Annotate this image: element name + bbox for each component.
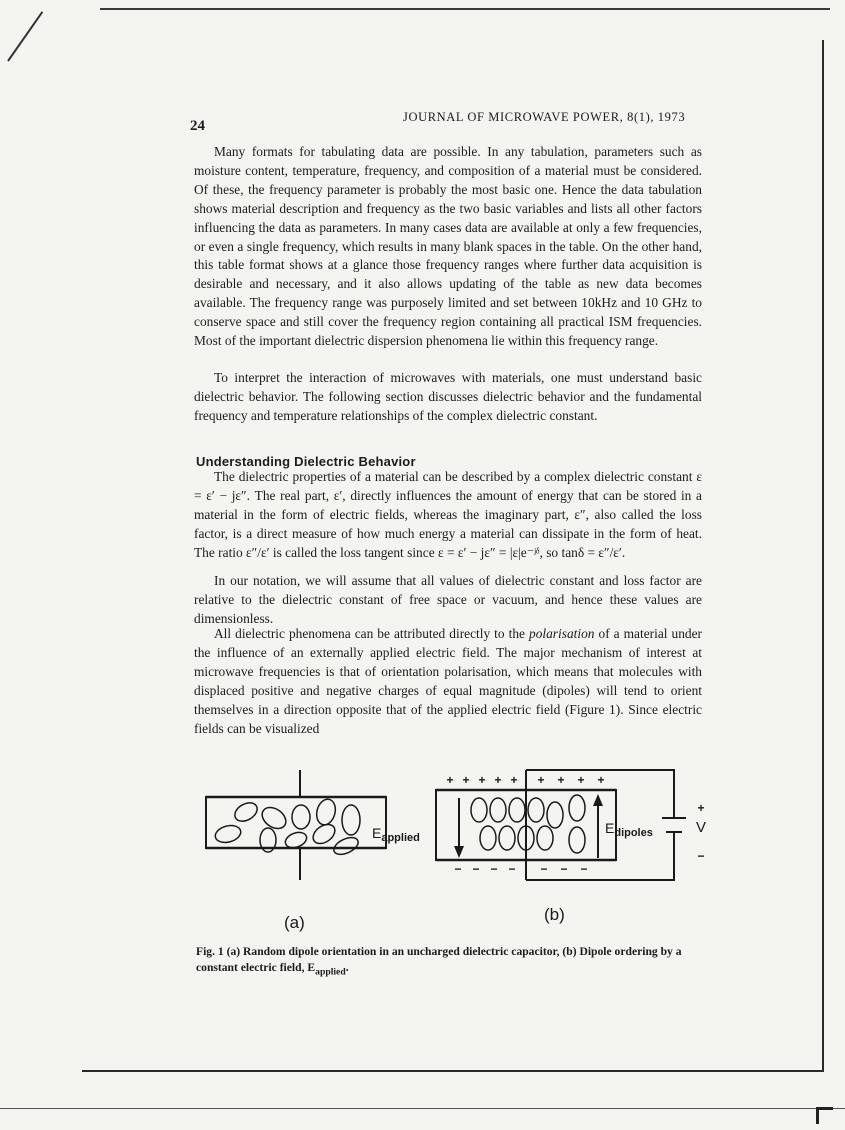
- dipole-b-10: [537, 826, 553, 850]
- paragraph-3: [194, 468, 702, 563]
- dipole-a-5: [342, 805, 360, 835]
- caption-subscript: applied: [315, 966, 346, 978]
- scan-corner-mark: [816, 1107, 833, 1124]
- charge-minus: −: [472, 862, 480, 876]
- section-heading: Understanding Dielectric Behavior: [196, 454, 416, 469]
- dipole-b-1: [471, 798, 487, 822]
- battery-minus: −: [697, 849, 705, 863]
- charge-minus: −: [508, 862, 516, 876]
- paragraph-4-text: In our notation, we will assume that all values of dielectric constant and loss factor are relative to the dielectric constant of free space or vacuum, and hence these values are dimensionless.: [194, 573, 702, 626]
- paragraph-5-part-2: of a material under the influence of an externally applied electric field. The major mechanism of interest at microwave frequencies is that of orientation polarisation, which means that molecules with displaced positive and negative charges of equal magnitude (dipoles) will tend to orient themselves in a direction opposite that of the applied electric field (Figure 1). Since electric fields can be visualized: [194, 626, 703, 736]
- paragraph-2-text: To interpret the interaction of microwaves with materials, one must understand basic dielectric behavior. The following section discusses dielectric behavior and the fundamental frequency and temperature relationships of the complex dielectric constant.: [194, 370, 702, 423]
- e-dipoles-arrowhead: [593, 794, 603, 806]
- e-applied-label: $E_{applied}$: [372, 825, 420, 844]
- figure-label-a: (a): [284, 913, 305, 932]
- paragraph-1-text: Many formats for tabulating data are possible. In any tabulation, parameters such as moisture content, temperature, frequency, and composition of a material must be considered. Of these, the frequency parameter is probably the most basic one. Hence the data tabulation shows material description and frequency as the two basic variables and lists all other factors influencing the data as parameters. In many cases data are available at only a few frequencies, or even a single frequency, which results in many blank spaces in the table. On the other hand, this table format shows at a glance those frequency ranges where further data acquisition is desirable and necessary, and it also allows updating of the table as new data becomes available. The frequency range was purposely limited and set between 10kHz and 10 GHz to conserve space and still cover the frequency region containing all practical ISM frequencies. Most of the important dielectric dispersion phenomena lie within this frequency range.: [194, 144, 702, 349]
- charge-plus: +: [597, 773, 605, 787]
- charge-minus: −: [580, 862, 588, 876]
- dipole-a-1: [232, 799, 261, 825]
- e-dipoles-label: $E_{dipoles}$: [605, 820, 653, 839]
- figure-label-b: (b): [544, 905, 565, 924]
- charge-plus: +: [510, 773, 518, 787]
- dipole-b-6: [569, 795, 585, 821]
- scan-edge-mark: [7, 11, 43, 61]
- caption-text: (a) Random dipole orientation in an uncharged dielectric capacitor, (b) Dipole ordering by a constant electric field, E: [196, 945, 682, 974]
- scan-bottom-edge: [0, 1108, 845, 1109]
- scan-top-edge: [100, 8, 830, 10]
- running-head: JOURNAL OF MICROWAVE POWER, 8(1), 1973: [403, 110, 686, 124]
- dipole-b-2: [490, 798, 506, 822]
- charge-plus: +: [446, 773, 454, 787]
- paragraph-5-emphasis: polarisation: [529, 626, 595, 641]
- dipole-b-8: [499, 826, 515, 850]
- charge-plus: +: [577, 773, 585, 787]
- charge-plus: +: [478, 773, 486, 787]
- paragraph-5-text: [194, 625, 702, 738]
- charge-plus: +: [494, 773, 502, 787]
- figure-1: [196, 760, 716, 940]
- paragraph-1: [194, 143, 702, 351]
- dipole-a-2: [258, 803, 290, 833]
- dipole-b-5: [547, 802, 563, 828]
- dipole-b-4: [528, 798, 544, 822]
- caption-end: .: [345, 961, 349, 974]
- dipole-b-7: [480, 826, 496, 850]
- paragraph-5: [194, 625, 702, 738]
- battery-plus: +: [697, 801, 705, 815]
- figure-caption: [196, 944, 708, 980]
- charge-minus: −: [540, 862, 548, 876]
- charge-plus: +: [462, 773, 470, 787]
- charge-minus: −: [454, 862, 462, 876]
- charge-minus: −: [560, 862, 568, 876]
- charge-plus: +: [537, 773, 545, 787]
- dipole-a-4: [314, 797, 338, 827]
- dipole-b-3: [509, 798, 525, 822]
- figure-1-drawing: [196, 760, 716, 940]
- paragraph-4: [194, 572, 702, 629]
- dipole-a-6: [213, 823, 242, 845]
- dipole-a-9: [310, 821, 339, 848]
- dipole-a-3: [292, 805, 310, 829]
- paragraph-3-text: The dielectric properties of a material can be described by a complex dielectric constant ε = ε′ − jε″. The real part, ε′, directly influences the amount of energy that can be stored in a material in the form of electric fields, whereas the imaginary part, ε″, also called the loss factor, is a direct measure of how much energy a material can dissipate in the form of heat. The ratio ε″/ε′ is called the loss tangent since ε = ε′ − jε″ = |ε|e⁻ʲᵟ, so tanδ = ε″/ε′.: [194, 469, 702, 560]
- paragraph-2: [194, 369, 702, 426]
- paragraph-5-part-1: All dielectric phenomena can be attributed directly to the: [214, 626, 529, 641]
- dipole-a-10: [331, 834, 360, 858]
- circuit-wire-bottom: [526, 832, 674, 880]
- charge-minus: −: [490, 862, 498, 876]
- caption-figure-number: Fig. 1: [196, 945, 224, 958]
- page-number: 24: [190, 118, 205, 134]
- e-applied-arrowhead: [454, 846, 464, 858]
- voltage-label: V: [696, 819, 707, 836]
- charge-plus: +: [557, 773, 565, 787]
- dipole-b-11: [569, 827, 585, 853]
